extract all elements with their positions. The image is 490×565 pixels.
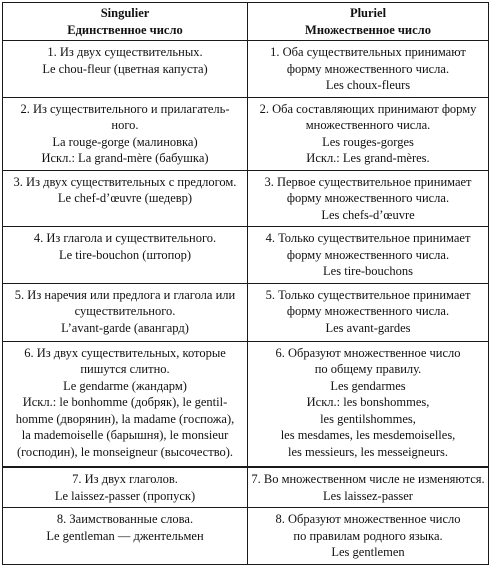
cell-line: 4. Только существительное принимает [265,231,471,245]
cell-line: (господин), le monseigneur (высочество). [16,444,234,459]
cell-line: Les rouges-gorges [322,134,414,149]
cell-line: Le laissez-passer (пропуск) [54,488,196,503]
cell-line: 4. Из глагола и существительного. [33,231,217,245]
cell-line: форму множественного числа. [286,304,450,318]
cell-line: 2. Из существительного и прилагатель- [20,101,230,116]
cell-line: les gentilshommes, [320,411,416,426]
cell-line: множественного числа. [305,118,431,132]
cell-line: Искл.: les bonshommes, [306,395,430,409]
cell-line: Les gentlemen [331,545,405,559]
header-plural [248,3,489,41]
cell-line: Les gendarmes [330,378,406,393]
cell-line: 7. Во множественном числе не изменяются. [251,472,485,486]
cell-line: Les chefs-d’œuvre [321,207,415,222]
cell-line: 2. Оба составляющих принимают форму [259,101,477,116]
table-row [3,170,489,227]
header-row [3,3,489,41]
table-row [3,341,489,467]
header-singular-ru: Единственное число [67,22,183,37]
cell-line: L’avant-garde (авангард) [61,320,189,335]
cell-line: Le chou-fleur (цветная капуста) [42,61,208,76]
cell-line: форму множественного числа. [286,61,450,76]
cell-line: Искл.: le bonhomme (добряк), le gentil- [22,395,228,409]
plural-formation-table [2,2,489,565]
cell-line: 5. Только существительное принимает [265,287,471,302]
table-row [3,41,489,98]
cell-line: homme (дворянин), la madame (госпожа), [15,411,235,426]
cell-line: 6. Образуют множественное число [275,345,461,360]
plural-cell [248,170,489,227]
cell-line: 7. Из двух глаголов. [72,472,178,486]
header-singular [3,3,248,41]
cell-line: Les choux-fleurs [325,78,411,92]
cell-line: существительного. [74,304,176,318]
cell-line: 8. Заимствованные слова. [56,512,194,526]
plural-cell [248,41,489,98]
plural-cell [248,227,489,284]
cell-line: les mesdames, les mesdemoiselles, [280,428,456,442]
singular-cell [3,97,248,170]
plural-cell [248,283,489,341]
singular-cell [3,341,248,467]
cell-line: 5. Из наречия или предлога и глагола или [14,287,236,302]
singular-cell [3,227,248,284]
cell-line: Искл.: La grand-mère (бабушка) [41,151,209,165]
table-row [3,467,489,508]
singular-cell [3,170,248,227]
cell-line: Искл.: Les grand-mères. [306,151,430,165]
header-plural-ru: Множественное число [305,22,431,37]
cell-line: Le chef-d’œuvre (шедевр) [57,191,193,205]
cell-line: Les avant-gardes [325,320,411,335]
cell-line: 3. Из двух существительных с предлогом. [13,174,237,189]
cell-line: Les tire-bouchons [323,264,413,278]
cell-line: 3. Первое существительное принимает [264,174,472,189]
cell-line: les messieurs, les messeigneurs. [287,444,449,459]
cell-line: la mademoiselle (барышня), le monsieur [21,428,229,442]
singular-cell [3,467,248,508]
cell-line: Le tire-bouchon (штопор) [59,247,191,262]
plural-cell [248,467,489,508]
singular-cell [3,41,248,98]
table-row [3,283,489,341]
cell-line: по общему правилу. [314,362,422,376]
cell-line: по правилам родного языка. [293,528,443,543]
header-plural-fr: Pluriel [349,6,387,20]
cell-line: Le gendarme (жандарм) [63,378,187,393]
cell-line: 6. Из двух существительных, которые [24,345,226,360]
cell-line: ного. [111,118,139,132]
cell-line: форму множественного числа. [286,191,450,205]
cell-line: Les laissez-passer [323,488,413,503]
cell-line: 1. Из двух существительных. [47,45,203,59]
plural-cell [248,97,489,170]
table-row [3,227,489,284]
cell-line: пишутся слитно. [80,362,170,376]
cell-line: 1. Оба существительных принимают [270,45,466,59]
plural-cell [248,341,489,467]
singular-cell [3,283,248,341]
table-row [3,97,489,170]
cell-line: 8. Образуют множественное число [275,512,461,526]
cell-line: Le gentleman — джентельмен [46,528,204,543]
header-singular-fr: Singulier [100,6,150,20]
cell-line: форму множественного числа. [286,247,450,262]
cell-line: La rouge-gorge (малиновка) [52,134,198,149]
